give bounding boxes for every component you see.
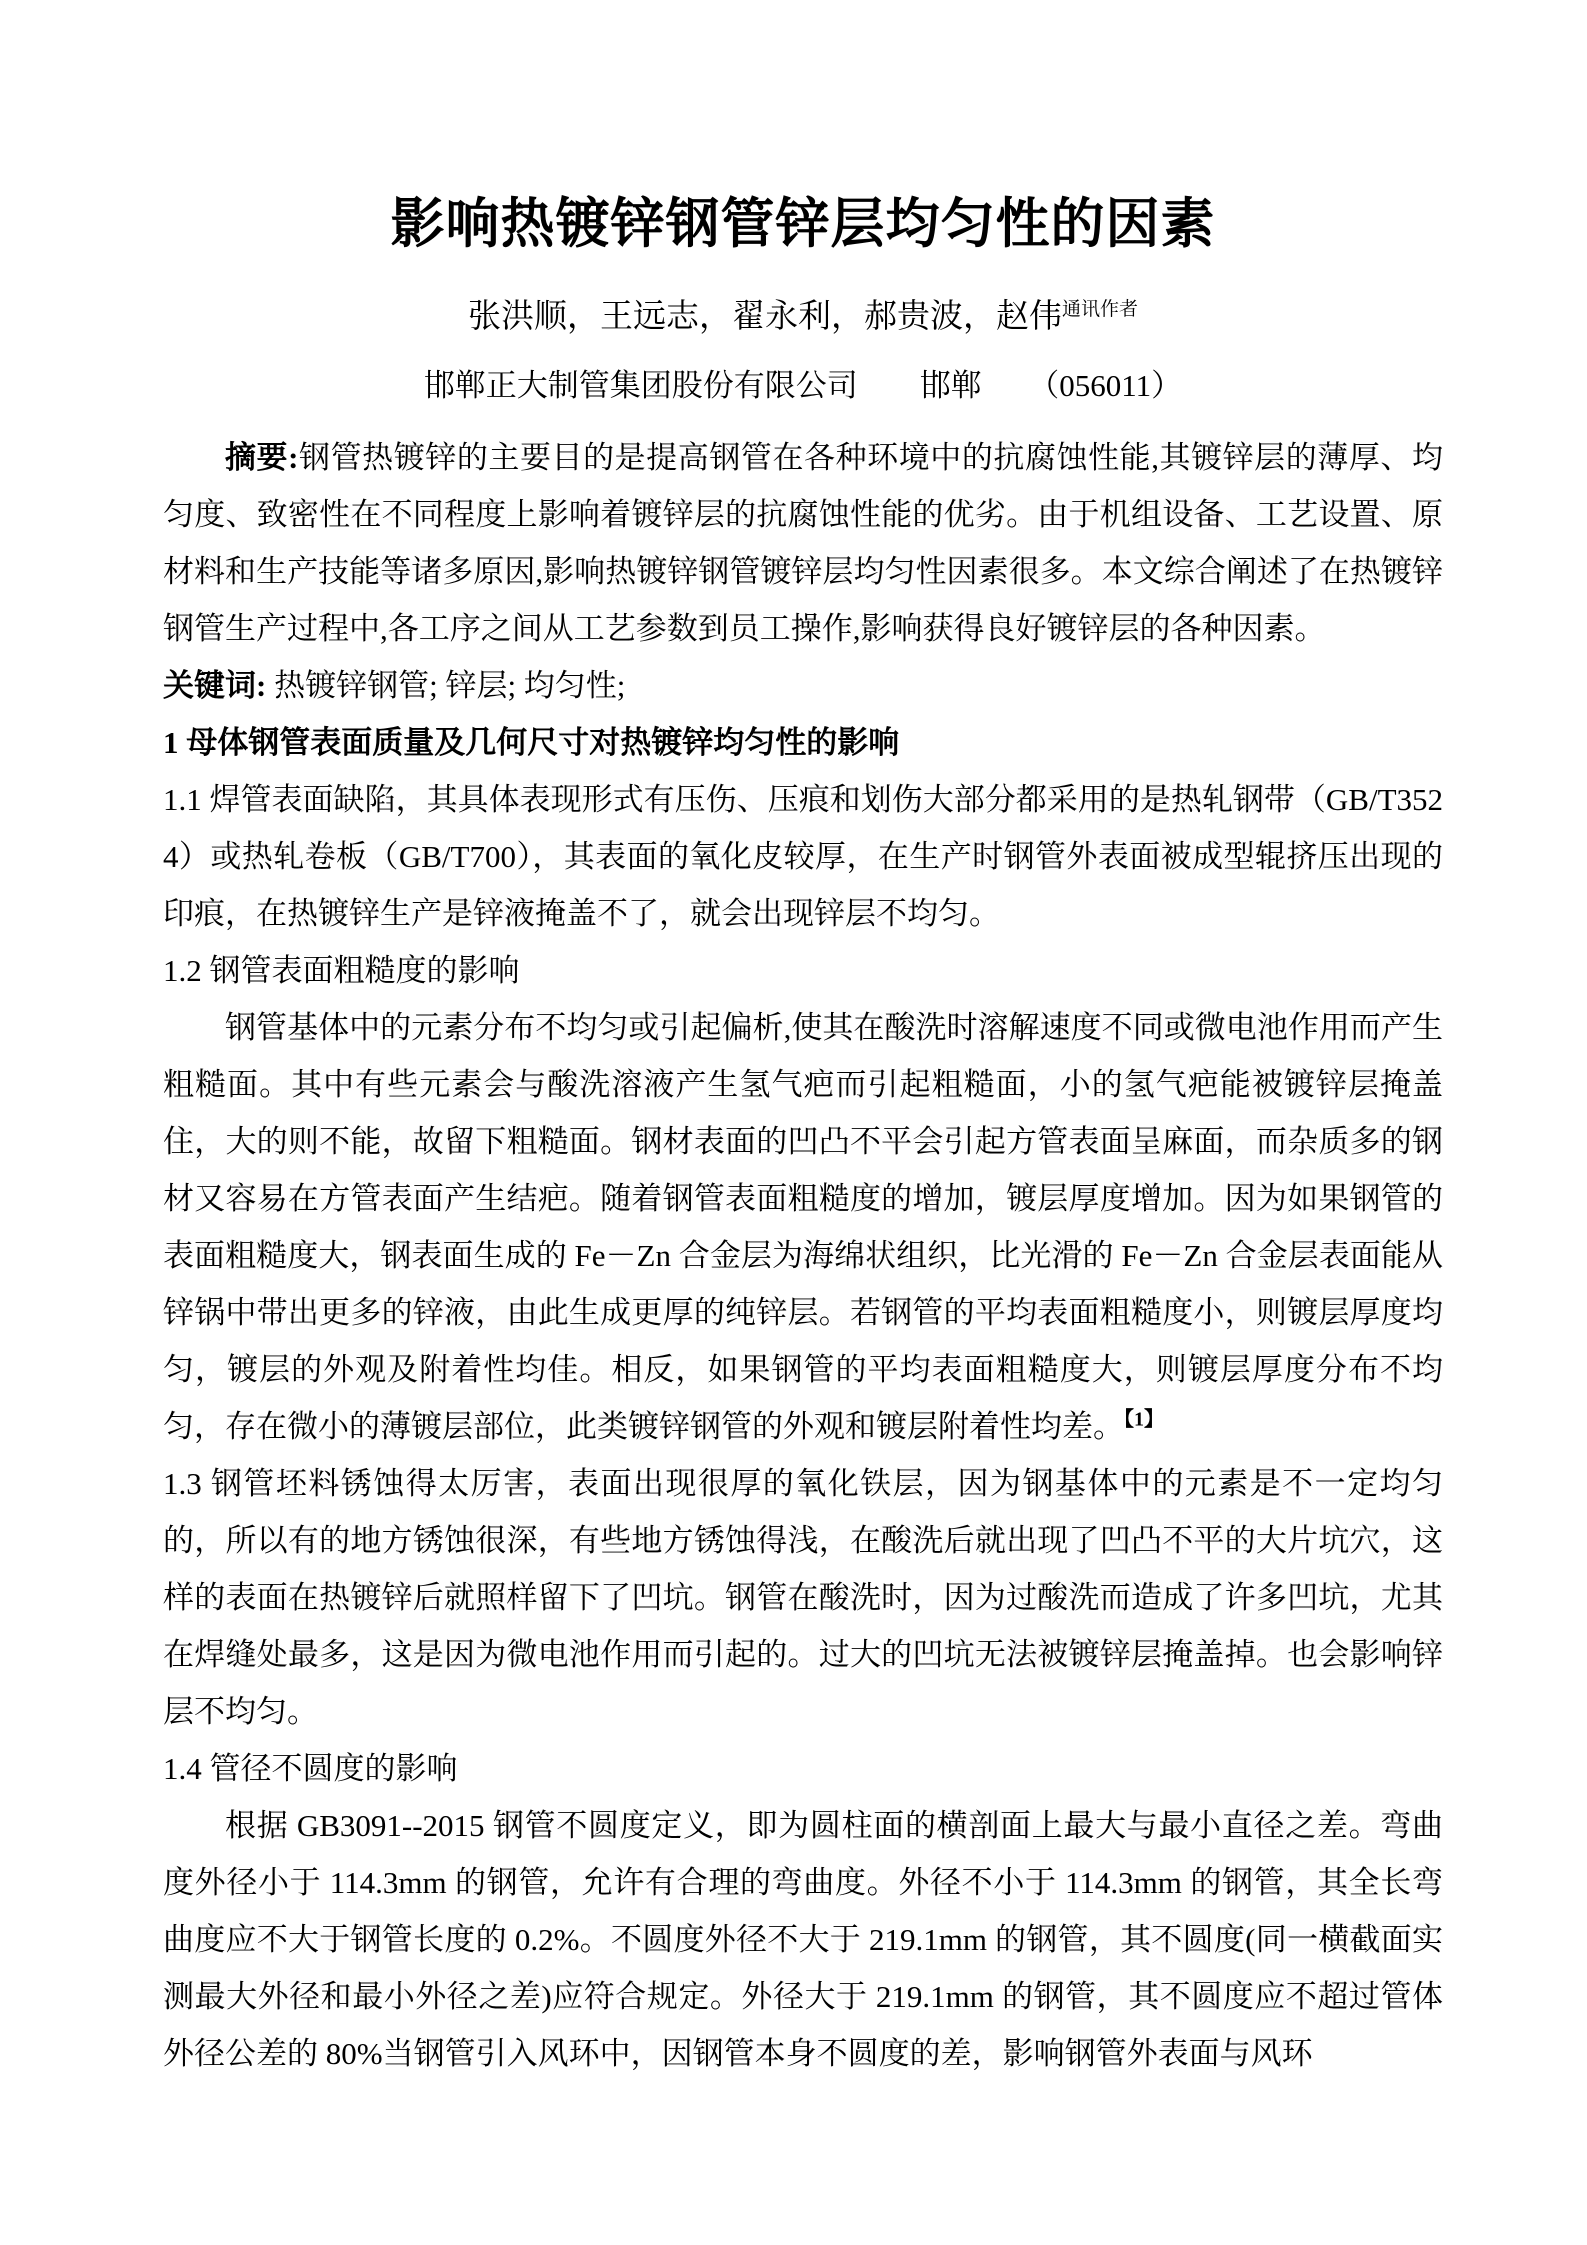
paragraph-1-4: 根据 GB3091--2015 钢管不圆度定义，即为圆柱面的横剖面上最大与最小直径之差。弯曲度外径小于 114.3mm 的钢管，允许有合理的弯曲度。外径不小于 114.3mm 的钢管，其全长弯曲度应不大于钢管长度的 0.2%。不圆度外径不大于 219.1mm 的钢管，其不圆度(同一横截面实测最大外径和最小外径之差)应符合规定。外径大于 219.1mm 的钢管，其不圆度应不超过管体外径公差的 80%当钢管引入风环中，因钢管本身不圆度的差，影响钢管外表面与风环 (163, 1808, 1443, 2071)
paragraph-1-2 (163, 999, 1443, 1455)
affiliation-line: 邯郸正大制管集团股份有限公司 邯郸 （056011） (423, 368, 1183, 403)
abstract-paragraph (163, 429, 1443, 657)
keywords-label: 关键词: (163, 668, 267, 703)
abstract-text: 钢管热镀锌的主要目的是提高钢管在各种环境中的抗腐蚀性能,其镀锌层的薄厚、均匀度、致密性在不同程度上影响着镀锌层的抗腐蚀性能的优劣。由于机组设备、工艺设置、原材料和生产技能等诸多原因,影响热镀锌钢管镀锌层均匀性因素很多。本文综合阐述了在热镀锌钢管生产过程中,各工序之间从工艺参数到员工操作,影响获得良好镀锌层的各种因素。 (163, 440, 1443, 646)
keywords-paragraph (163, 657, 1443, 714)
authors-line (163, 295, 1443, 339)
page-title: 影响热镀锌钢管锌层均匀性的因素 (390, 194, 1216, 254)
keywords-text: 热镀锌钢管; 锌层; 均匀性; (266, 668, 626, 703)
abstract-label: 摘要: (225, 440, 299, 475)
citation-1-superscript: 【1】 (1124, 1408, 1164, 1431)
document-body (163, 429, 1443, 2082)
paragraph-1-3: 1.3 钢管坯料锈蚀得太厉害，表面出现很厚的氧化铁层，因为钢基体中的元素是不一定均匀的，所以有的地方锈蚀很深，有些地方锈蚀得浅，在酸洗后就出现了凹凸不平的大片坑穴，这样的表面在热镀锌后就照样留下了凹坑。钢管在酸洗时，因为过酸洗而造成了许多凹坑，尤其在焊缝处最多，这是因为微电池作用而引起的。过大的凹坑无法被镀锌层掩盖掉。也会影响锌层不均匀。 (163, 1466, 1443, 1729)
heading-1-2: 1.2 钢管表面粗糙度的影响 (163, 953, 520, 988)
paragraph-1-1: 1.1 焊管表面缺陷，其具体表现形式有压伤、压痕和划伤大部分都采用的是热轧钢带（GB/T3524）或热轧卷板（GB/T700），其表面的氧化皮较厚，在生产时钢管外表面被成型辊挤压出现的印痕，在热镀锌生产是锌液掩盖不了，就会出现锌层不均匀。 (163, 782, 1443, 931)
section-1-heading: 1 母体钢管表面质量及几何尺寸对热镀锌均匀性的影响 (163, 725, 900, 760)
heading-1-4: 1.4 管径不圆度的影响 (163, 1751, 458, 1786)
authors-names: 张洪顺，王远志，翟永利，郝贵波，赵伟 (467, 299, 1062, 335)
corresponding-author-note: 通讯作者 (1061, 299, 1138, 320)
paragraph-1-2-text: 钢管基体中的元素分布不均匀或引起偏析,使其在酸洗时溶解速度不同或微电池作用而产生粗糙面。其中有些元素会与酸洗溶液产生氢气疤而引起粗糙面，小的氢气疤能被镀锌层掩盖住，大的则不能，故留下粗糙面。钢材表面的凹凸不平会引起方管表面呈麻面，而杂质多的钢材又容易在方管表面产生结疤。随着钢管表面粗糙度的增加，镀层厚度增加。因为如果钢管的表面粗糙度大，钢表面生成的 Fe－Zn 合金层为海绵状组织，比光滑的 Fe－Zn 合金层表面能从锌锅中带出更多的锌液，由此生成更厚的纯锌层。若钢管的平均表面粗糙度小，则镀层厚度均匀，镀层的外观及附着性均佳。相反，如果钢管的平均表面粗糙度大，则镀层厚度分布不均匀，存在微小的薄镀层部位，此类镀锌钢管的外观和镀层附着性均差。 (163, 1010, 1443, 1444)
